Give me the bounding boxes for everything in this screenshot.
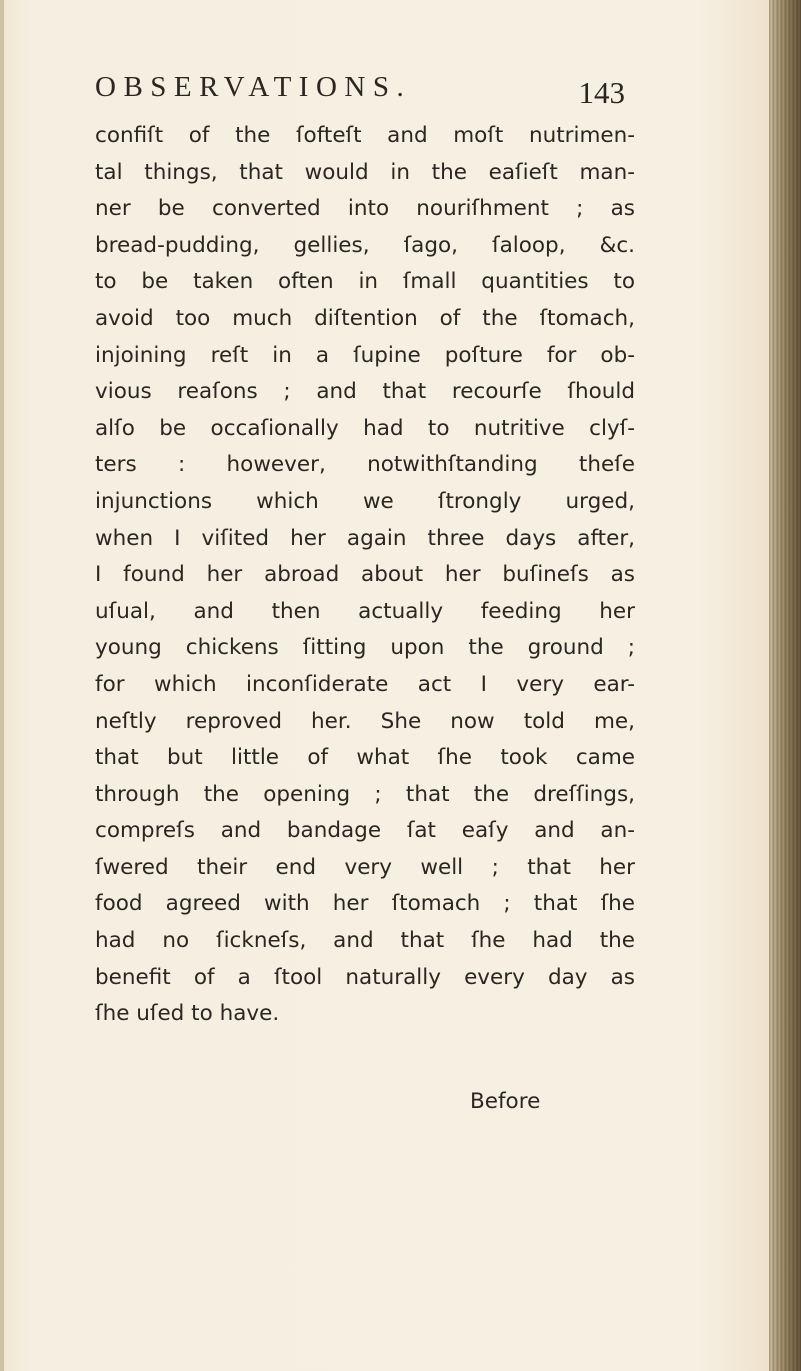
text-line: alſo be occaſionally had to nutritive clyſ- (95, 415, 635, 441)
text-line: bread-pudding, gellies, ſago, ſaloop, &c. (95, 232, 635, 258)
text-line: tal things, that would in the eaſieſt man- (95, 159, 635, 185)
page-left-edge (0, 0, 4, 1371)
body-text (95, 118, 635, 1033)
text-line: that but little of what ſhe took came (95, 745, 635, 771)
text-line: injunctions which we ſtrongly urged, (95, 488, 635, 514)
text-line: injoining reſt in a ſupine poſture for ob- (95, 342, 635, 368)
text-line: ſhe uſed to have. (95, 1001, 280, 1027)
text-line: food agreed with her ſtomach ; that ſhe (95, 891, 635, 917)
text-line: young chickens ſitting upon the ground ; (95, 635, 635, 661)
running-head: OBSERVATIONS. (95, 71, 412, 103)
catchword: Before (470, 1089, 541, 1114)
text-line: through the opening ; that the dreſſings, (95, 781, 635, 807)
text-line: confiſt of the ſofteſt and moſt nutrimen- (95, 123, 635, 148)
text-line: for which inconſiderate act I very ear- (95, 671, 635, 697)
text-line: ſwered their end very well ; that her (95, 854, 635, 880)
text-line: ner be converted into nouriſhment ; as (95, 196, 635, 222)
text-line: to be taken often in ſmall quantities to (95, 269, 635, 295)
text-line: ters : however, notwithſtanding theſe (95, 452, 635, 478)
page-number: 143 (578, 75, 625, 110)
text-line: benefit of a ſtool naturally every day as (95, 964, 635, 990)
text-line: compreſs and bandage ſat eaſy and an- (95, 818, 635, 844)
text-line: vious reaſons ; and that recourſe ſhould (95, 379, 635, 405)
text-line: neſtly reproved her. She now told me, (95, 708, 635, 734)
text-line: uſual, and then actually feeding her (95, 598, 635, 624)
text-line: I found her abroad about her buſineſs as (95, 562, 635, 588)
text-line: avoid too much diſtention of the ſtomach, (95, 305, 635, 331)
book-spine-edge (769, 0, 801, 1371)
text-line: when I viſited her again three days after, (95, 525, 635, 551)
page-header (95, 65, 625, 109)
text-line: had no ſickneſs, and that ſhe had the (95, 928, 635, 954)
